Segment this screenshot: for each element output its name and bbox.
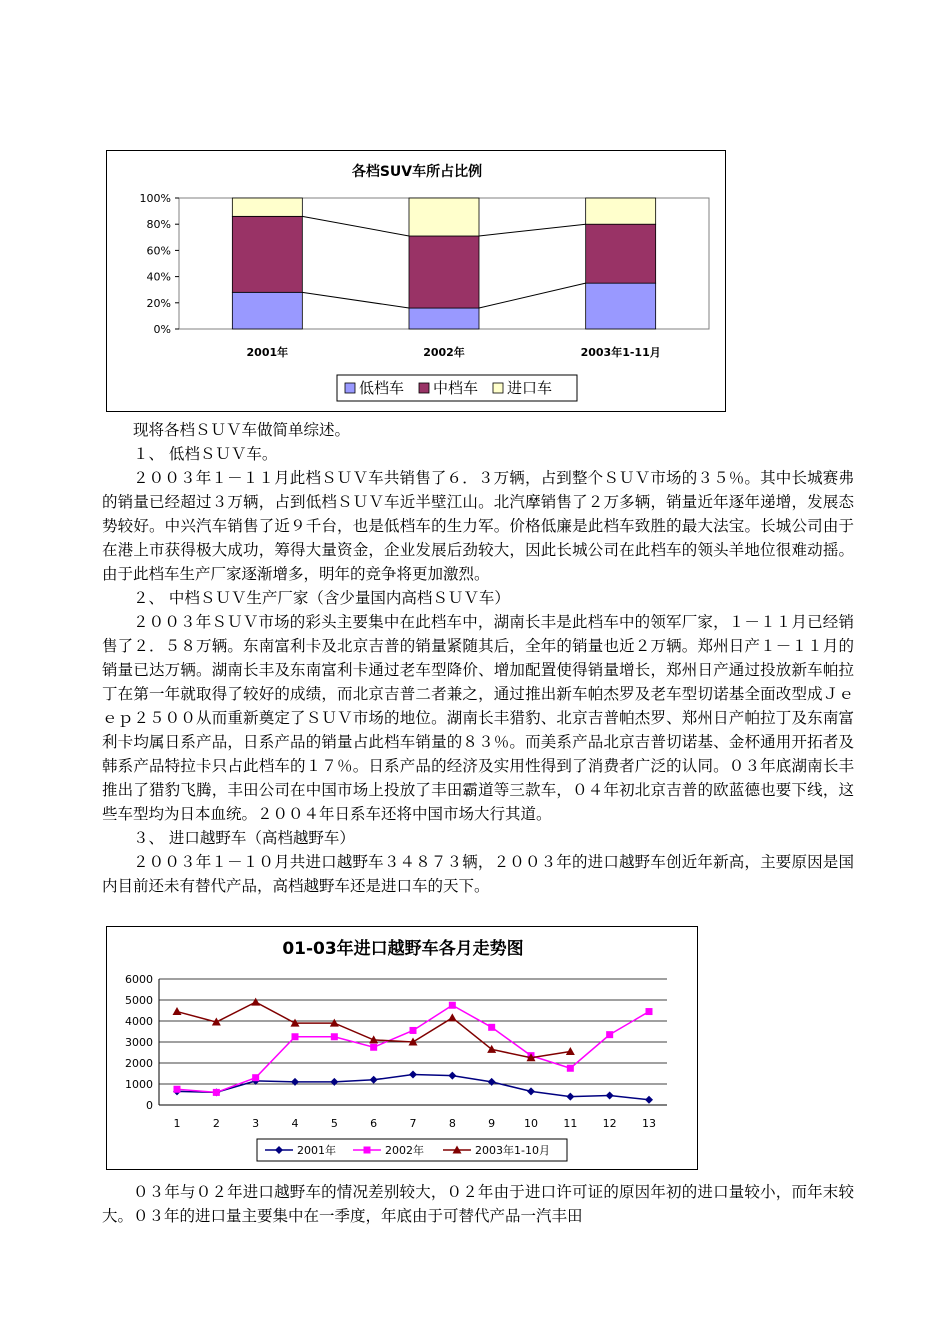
- x-tick-label: 10: [524, 1117, 538, 1130]
- x-tick-label: 11: [563, 1117, 578, 1130]
- data-point: [567, 1065, 574, 1072]
- heading-low-end: １、 低档ＳＵＶ车。: [133, 445, 278, 463]
- legend-label: 进口车: [507, 379, 553, 397]
- data-point: [364, 1147, 371, 1154]
- import-monthly-chart: [106, 926, 698, 1170]
- series-line: [177, 1005, 649, 1092]
- import-monthly-chart-svg: [107, 927, 699, 1171]
- bar-segment: [586, 283, 656, 329]
- bar-segment: [409, 236, 479, 308]
- data-point: [606, 1031, 613, 1038]
- x-tick-label: 8: [448, 1117, 456, 1130]
- heading-imported: ３、 进口越野车（高档越野车）: [133, 829, 355, 847]
- y-tick-label: 5000: [125, 994, 153, 1007]
- x-tick-label: 6: [370, 1117, 378, 1130]
- data-point: [606, 1092, 614, 1100]
- y-tick-label: 3000: [125, 1036, 153, 1049]
- bar-segment: [232, 216, 302, 292]
- y-tick-label: 20%: [146, 296, 171, 310]
- bar-segment: [586, 198, 656, 224]
- suv-share-chart: [106, 150, 726, 412]
- data-point: [173, 1007, 182, 1015]
- data-point: [252, 1074, 259, 1081]
- data-point: [448, 1013, 457, 1021]
- legend-label: 2003年1-10月: [475, 1144, 550, 1157]
- y-tick-label: 0%: [153, 323, 171, 336]
- data-point: [174, 1086, 181, 1093]
- y-tick-label: 40%: [146, 270, 171, 284]
- legend-swatch: [419, 383, 429, 393]
- paragraph-imported: ２００３年１－１０月共进口越野车３４８７３辆，２００３年的进口越野车创近年新高，主要原因是国内目前还未有替代产品，高档越野车还是进口车的天下。: [102, 853, 854, 895]
- data-point: [566, 1047, 575, 1055]
- data-point: [213, 1089, 220, 1096]
- chart-title: 各档SUV车所占比例: [351, 164, 483, 180]
- article-section-2: [102, 1180, 854, 1228]
- data-point: [488, 1078, 496, 1086]
- legend-label: 低档车: [359, 379, 405, 397]
- article-section-1: [102, 418, 854, 898]
- data-point: [410, 1027, 417, 1034]
- data-point: [488, 1024, 495, 1031]
- bar-segment: [409, 308, 479, 329]
- x-tick-label: 4: [291, 1117, 299, 1130]
- x-tick-label: 1: [173, 1117, 181, 1130]
- x-tick-label: 13: [642, 1117, 656, 1130]
- legend-swatch: [345, 383, 355, 393]
- x-tick-label: 3: [252, 1117, 260, 1130]
- x-tick-label: 12: [602, 1117, 617, 1130]
- data-point: [646, 1008, 653, 1015]
- x-tick-label: 9: [488, 1117, 496, 1130]
- paragraph-mid-range: ２００３年ＳＵＶ市场的彩头主要集中在此档车中，湖南长丰是此档车中的领军厂家，１－１１月已经销售了２．５８万辆。东南富利卡及北京吉普的销量紧随其后，全年的销量也近２万辆。郑州日产１－１１月的销量已达万辆。湖南长丰及东南富利卡通过老车型降价、增加配置使得销量增长，郑州日产通过投放新车帕拉丁在第一年就取得了较好的成绩，而北京吉普二者兼之，通过推出新车帕杰罗及老车型切诺基全面改型成Ｊｅｅｐ２５００从而重新奠定了ＳＵＶ市场的地位。湖南长丰猎豹、北京吉普帕杰罗、郑州日产帕拉丁及东南富利卡均属日系产品，日系产品的销量占此档车销量的８３％。而美系产品北京吉普切诺基、金杯通用开拓者及韩系产品特拉卡只占此档车的１７％。日系产品的经济及实用性得到了消费者广泛的认同。０３年底湖南长丰推出了猎豹飞腾，丰田公司在中国市场上投放了丰田霸道等三款车，０４年初北京吉普的欧蓝德也要下线，这些车型均为日本血统。２００４年日系车还将中国市场大行其道。: [102, 613, 854, 823]
- y-tick-label: 0: [146, 1099, 153, 1112]
- suv-share-chart-svg: [107, 151, 727, 413]
- data-point: [251, 998, 260, 1006]
- bar-segment: [409, 198, 479, 236]
- bar-segment: [232, 292, 302, 329]
- data-point: [449, 1002, 456, 1009]
- bar-segment: [586, 224, 656, 283]
- y-tick-label: 60%: [146, 244, 171, 258]
- paragraph-comparison: ０３年与０２年进口越野车的情况差别较大，０２年由于进口许可证的原因年初的进口量较小，而年末较大。０３年的进口量主要集中在一季度，年底由于可替代产品一汽丰田: [102, 1183, 854, 1225]
- data-point: [330, 1078, 338, 1086]
- chart-title: 01-03年进口越野车各月走势图: [282, 939, 524, 959]
- data-point: [645, 1096, 653, 1104]
- y-tick-label: 1000: [125, 1078, 153, 1091]
- data-point: [370, 1076, 378, 1084]
- data-point: [566, 1093, 574, 1101]
- data-point: [291, 1078, 299, 1086]
- data-point: [370, 1044, 377, 1051]
- y-tick-label: 2000: [125, 1057, 153, 1070]
- data-point: [331, 1033, 338, 1040]
- x-tick-label: 2: [212, 1117, 220, 1130]
- x-tick-label: 7: [409, 1117, 417, 1130]
- intro-paragraph: 现将各档ＳＵＶ车做简单综述。: [133, 421, 351, 439]
- legend-label: 中档车: [433, 379, 479, 397]
- legend-label: 2001年: [297, 1144, 336, 1157]
- y-tick-label: 100%: [139, 192, 171, 205]
- legend-swatch: [493, 383, 503, 393]
- data-point: [448, 1072, 456, 1080]
- x-tick-label: 5: [330, 1117, 338, 1130]
- data-point: [292, 1033, 299, 1040]
- y-tick-label: 6000: [125, 973, 153, 986]
- paragraph-low-end: ２００３年１－１１月此档ＳＵＶ车共销售了６．３万辆，占到整个ＳＵＶ市场的３５％。其中长城赛弗的销量已经超过３万辆，占到低档ＳＵＶ车近半壁江山。北汽摩销售了２万多辆，销量近年逐年递增，发展态势较好。中兴汽车销售了近９千台，也是低档车的生力军。价格低廉是此档车致胜的最大法宝。长城公司由于在港上市获得极大成功，筹得大量资金，企业发展后劲较大，因此长城公司在此档车的领头羊地位很难动摇。由于此档车生产厂家逐渐增多，明年的竞争将更加激烈。: [102, 469, 854, 583]
- data-point: [409, 1071, 417, 1079]
- legend-label: 2002年: [385, 1144, 424, 1157]
- bar-segment: [232, 198, 302, 216]
- y-tick-label: 4000: [125, 1015, 153, 1028]
- x-category-label: 2001年: [246, 346, 289, 359]
- x-category-label: 2003年1-11月: [580, 346, 661, 359]
- y-tick-label: 80%: [146, 218, 171, 232]
- heading-mid-range: ２、 中档ＳＵＶ生产厂家（含少量国内高档ＳＵＶ车）: [133, 589, 510, 607]
- x-category-label: 2002年: [423, 346, 465, 359]
- data-point: [527, 1087, 535, 1095]
